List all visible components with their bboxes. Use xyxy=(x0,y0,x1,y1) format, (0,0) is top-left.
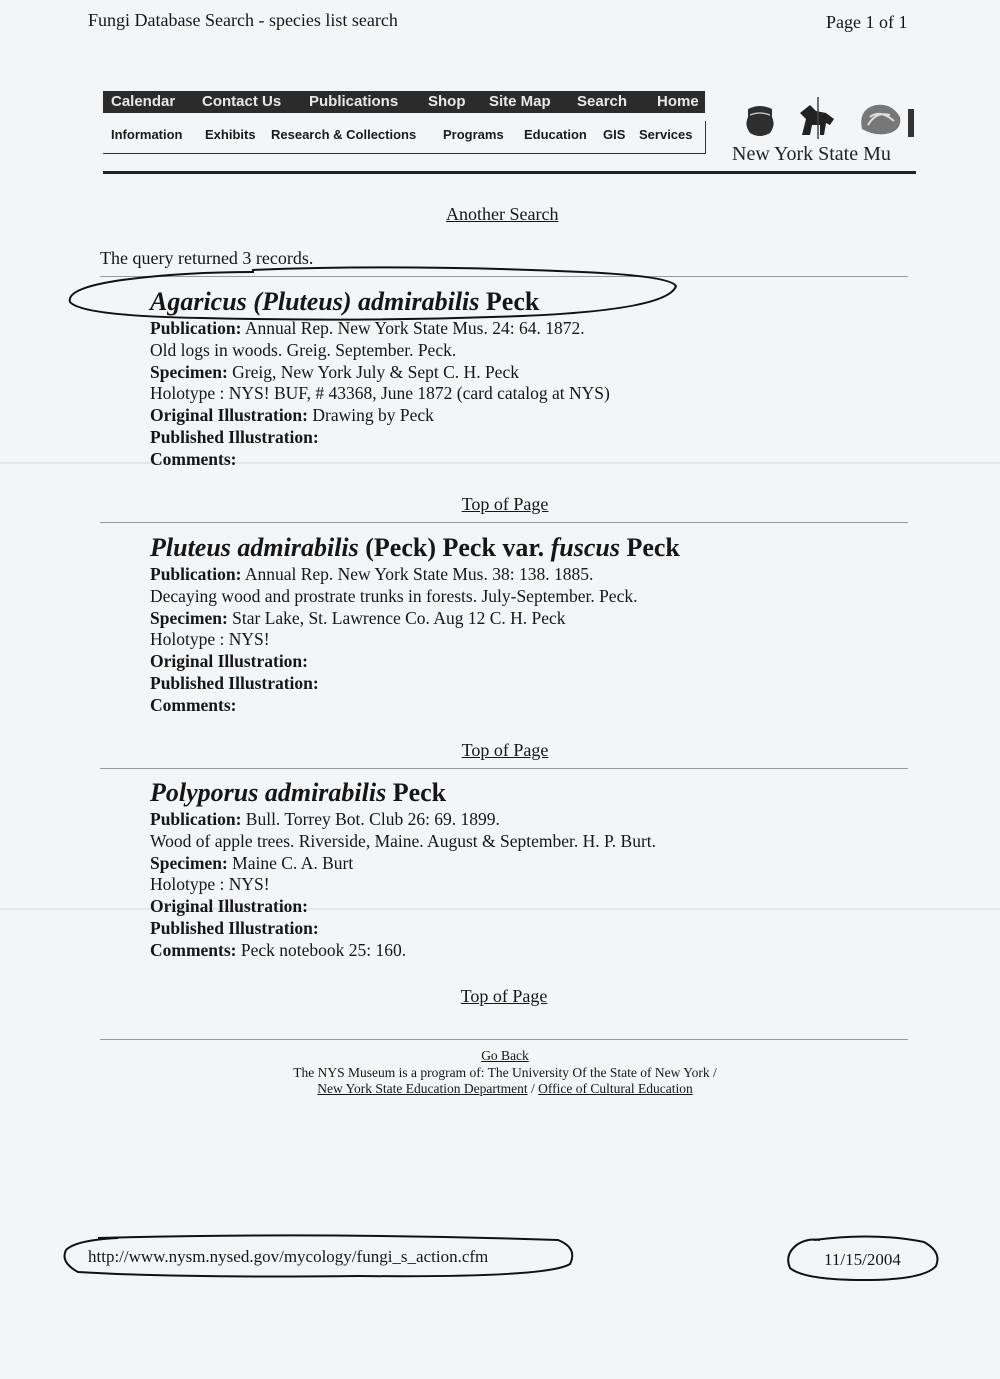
field-value: Wood of apple trees. Riverside, Maine. August & September. H. P. Burt. xyxy=(150,830,657,851)
record-title xyxy=(150,533,910,563)
record-field xyxy=(150,651,910,673)
field-label: Comments: xyxy=(150,939,237,960)
field-value: Annual Rep. New York State Mus. 38: 138. 1885. xyxy=(241,564,594,584)
record-field xyxy=(150,918,910,940)
field-label: Publication: xyxy=(150,564,242,584)
nav-gis[interactable]: GIS xyxy=(603,127,626,142)
field-value: Peck notebook 25: 160. xyxy=(236,939,407,960)
nav-research-collections[interactable]: Research & Collections xyxy=(271,127,417,142)
site-footer xyxy=(0,1048,1000,1098)
record-field xyxy=(150,853,910,875)
nav-information[interactable]: Information xyxy=(111,127,183,142)
record-title-part: Agaricus (Pluteus) admirabilis xyxy=(150,287,480,316)
field-value: Bull. Torrey Bot. Club 26: 69. 1899. xyxy=(241,809,500,829)
footer-program-text: The NYS Museum is a program of: The University Of the State of New York / xyxy=(293,1064,717,1080)
secondary-nav-bar xyxy=(103,121,706,154)
record-title xyxy=(150,778,910,808)
field-value: Holotype : NYS! xyxy=(150,874,270,895)
top-of-page-link[interactable]: Top of Page xyxy=(461,494,549,514)
field-label: Published Illustration: xyxy=(150,426,319,447)
header-rule xyxy=(103,171,916,174)
record xyxy=(150,287,910,471)
record-body xyxy=(150,809,910,962)
education-department-link[interactable]: New York State Education Department xyxy=(317,1081,528,1096)
record-field xyxy=(150,896,910,918)
record-field xyxy=(150,695,910,717)
top-of-page-row xyxy=(0,494,1000,515)
record-field xyxy=(150,831,910,853)
record xyxy=(150,533,910,717)
top-of-page-row xyxy=(0,740,1000,761)
top-of-page-link[interactable]: Top of Page xyxy=(461,740,549,760)
field-value: Decaying wood and prostrate trunks in forests. July-September. Peck. xyxy=(150,585,638,606)
field-value: Drawing by Peck xyxy=(308,405,434,426)
museum-logo[interactable] xyxy=(730,95,916,170)
field-label: Specimen: xyxy=(150,852,228,873)
field-label: Original Illustration: xyxy=(150,405,308,426)
print-header-title: Fungi Database Search - species list search xyxy=(88,10,398,30)
record-field xyxy=(150,449,910,471)
print-footer-date: 11/15/2004 xyxy=(824,1250,901,1269)
field-value: Holotype : NYS! BUF, # 43368, June 1872 (card catalog at NYS) xyxy=(150,383,610,404)
print-footer-url: http://www.nysm.nysed.gov/mycology/fungi_s_action.cfm xyxy=(88,1247,489,1266)
record-title-part: Peck xyxy=(479,287,540,316)
field-label: Original Illustration: xyxy=(150,896,308,917)
record-field xyxy=(150,629,910,651)
nav-home[interactable]: Home xyxy=(657,93,699,110)
field-value: Maine C. A. Burt xyxy=(227,852,354,873)
nav-shop[interactable]: Shop xyxy=(428,93,466,110)
top-of-page-link[interactable]: Top of Page xyxy=(460,986,548,1006)
record-body xyxy=(150,564,910,717)
divider xyxy=(100,768,908,769)
field-label: Comments: xyxy=(150,448,237,469)
nav-education[interactable]: Education xyxy=(524,127,587,142)
record-field xyxy=(150,608,910,630)
cultural-education-link[interactable]: Office of Cultural Education xyxy=(538,1081,693,1096)
record-field xyxy=(150,340,910,362)
record-field xyxy=(150,427,910,449)
nav-calendar[interactable]: Calendar xyxy=(111,93,176,110)
record-field xyxy=(150,673,910,695)
record-title-part: Peck xyxy=(619,533,680,562)
record-body xyxy=(150,318,910,471)
top-of-page-row xyxy=(0,986,1000,1007)
record-field xyxy=(150,318,910,340)
field-label: Comments: xyxy=(150,694,237,715)
field-label: Publication: xyxy=(150,809,242,829)
record-title-part: Polyporus admirabilis xyxy=(150,778,387,807)
nav-services[interactable]: Services xyxy=(639,127,693,142)
record-field xyxy=(150,809,910,831)
record-title xyxy=(150,287,910,317)
record-title-part: Peck xyxy=(386,778,447,807)
field-value: Holotype : NYS! xyxy=(150,629,270,650)
field-label: Specimen: xyxy=(150,607,228,628)
divider xyxy=(100,522,908,523)
field-label: Specimen: xyxy=(150,361,228,382)
go-back-link[interactable]: Go Back xyxy=(481,1048,529,1063)
field-value: Annual Rep. New York State Mus. 24: 64. 1872. xyxy=(241,318,585,338)
main-nav-bar xyxy=(103,91,705,113)
nav-publications[interactable]: Publications xyxy=(309,93,399,110)
record-field xyxy=(150,564,910,586)
print-header-page: Page 1 of 1 xyxy=(826,12,908,32)
record xyxy=(150,778,910,962)
nav-programs[interactable]: Programs xyxy=(443,127,504,142)
nav-contact-us[interactable]: Contact Us xyxy=(202,93,282,110)
record-field xyxy=(150,940,910,962)
record-title-part: fuscus xyxy=(550,533,620,562)
field-label: Published Illustration: xyxy=(150,672,319,693)
field-label: Publication: xyxy=(150,318,242,338)
nav-exhibits[interactable]: Exhibits xyxy=(205,127,256,142)
record-field xyxy=(150,874,910,896)
field-value: Greig, New York July & Sept C. H. Peck xyxy=(227,361,519,382)
record-field xyxy=(150,362,910,384)
field-value: Old logs in woods. Greig. September. Peck. xyxy=(150,339,457,360)
another-search-link[interactable]: Another Search xyxy=(446,204,559,224)
record-title-part: Pluteus admirabilis xyxy=(150,533,359,562)
record-field xyxy=(150,383,910,405)
record-field xyxy=(150,586,910,608)
field-value: Star Lake, St. Lawrence Co. Aug 12 C. H. Peck xyxy=(227,607,566,628)
field-label: Published Illustration: xyxy=(150,917,319,938)
divider xyxy=(100,1039,908,1040)
nav-search[interactable]: Search xyxy=(577,93,628,110)
nav-site-map[interactable]: Site Map xyxy=(489,93,551,110)
footer-separator: / xyxy=(527,1081,539,1096)
divider xyxy=(100,276,908,277)
field-label: Original Illustration: xyxy=(150,651,308,672)
record-title-part: (Peck) Peck var. xyxy=(358,533,551,562)
record-field xyxy=(150,405,910,427)
query-result-text: The query returned 3 records. xyxy=(100,248,314,268)
logo-text: New York State Mu xyxy=(732,143,891,165)
